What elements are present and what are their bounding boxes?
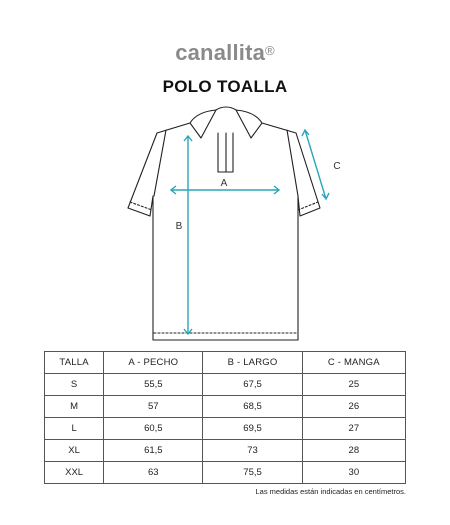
cell-length: 73 [203,440,302,462]
label-b: B [175,221,183,232]
cell-chest: 61,5 [104,440,203,462]
cell-sleeve: 27 [302,418,405,440]
cell-sleeve: 26 [302,396,405,418]
cell-length: 75,5 [203,462,302,484]
size-table [44,351,406,484]
table-row [45,440,406,462]
cell-chest: 57 [104,396,203,418]
collar-band [216,107,236,110]
left-cuff [130,202,152,210]
sleeve-line [305,130,326,199]
cell-chest: 60,5 [104,418,203,440]
header-largo: B - LARGO [203,352,302,374]
cell-sleeve: 25 [302,374,405,396]
table-row [45,396,406,418]
cell-chest: 55,5 [104,374,203,396]
right-sleeve-seam [287,130,298,196]
size-table-header [45,352,406,374]
brand-name: canallita [175,40,266,65]
right-cuff [298,202,318,210]
cell-size: S [45,374,104,396]
cell-size: L [45,418,104,440]
header-pecho: A - PECHO [104,352,203,374]
cell-length: 67,5 [203,374,302,396]
cell-length: 68,5 [203,396,302,418]
label-c: C [333,161,341,172]
cell-sleeve: 28 [302,440,405,462]
table-row [45,374,406,396]
header-manga: C - MANGA [302,352,405,374]
collar-left [190,110,216,138]
label-a: A [220,178,228,189]
registered-mark: ® [265,43,275,58]
collar-right [236,110,262,138]
product-title: POLO TOALLA [162,77,288,96]
cell-size: M [45,396,104,418]
cell-chest: 63 [104,462,203,484]
header-talla: TALLA [45,352,104,374]
cell-size: XXL [45,462,104,484]
cell-sleeve: 30 [302,462,405,484]
units-note: Las medidas están indicadas en centímetros. [255,487,406,496]
left-sleeve-seam [154,130,166,196]
cell-length: 69,5 [203,418,302,440]
table-row [45,462,406,484]
table-row [45,418,406,440]
cell-size: XL [45,440,104,462]
